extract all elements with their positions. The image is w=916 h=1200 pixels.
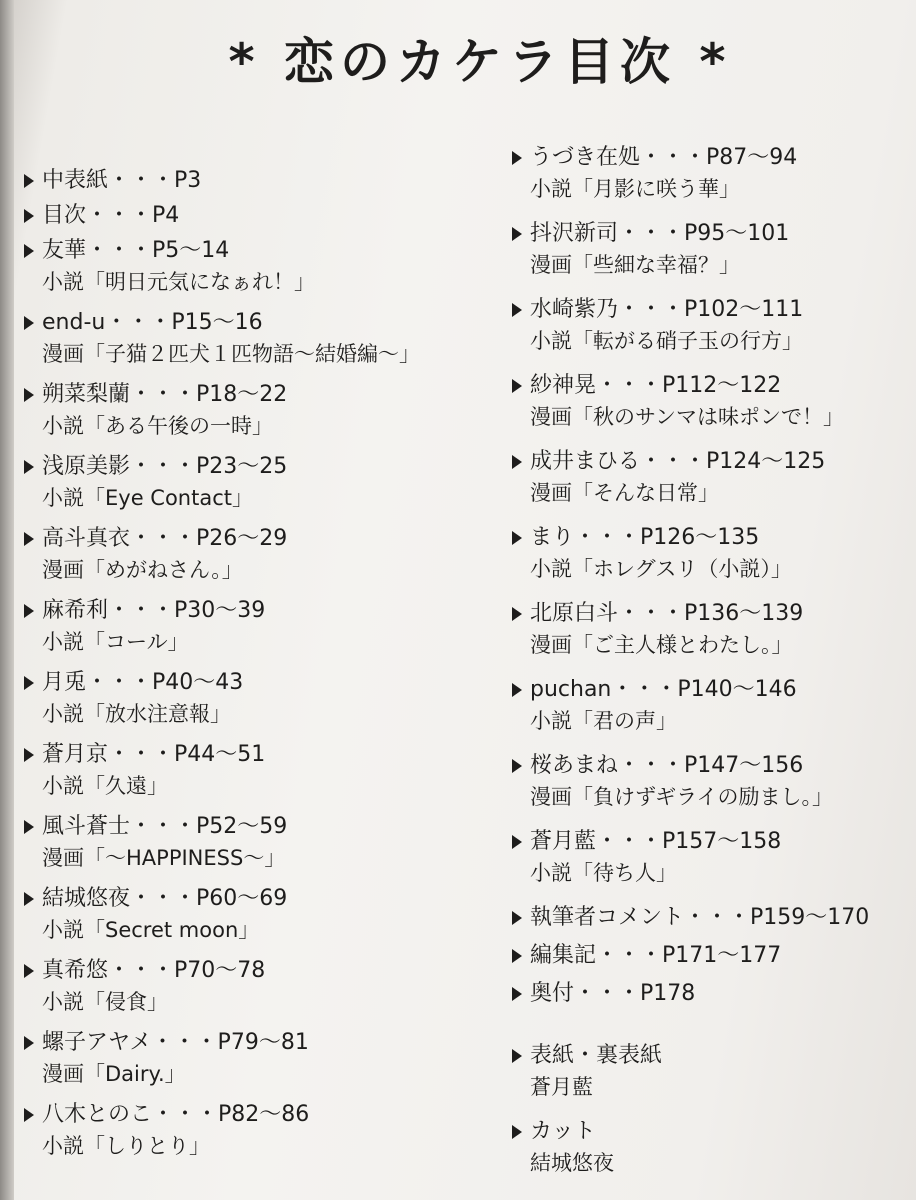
arrow-bullet-icon bbox=[24, 1036, 34, 1050]
toc-entry bbox=[510, 674, 910, 750]
toc-entry-editor-notes bbox=[510, 940, 910, 978]
arrow-bullet-icon bbox=[512, 303, 522, 317]
credit-artist: 結城悠夜 bbox=[530, 1151, 614, 1175]
toc-entry-name: 蒼月京・・・P44～51 bbox=[42, 742, 266, 767]
toc-left-column bbox=[22, 165, 462, 1171]
toc-entry-name: 蒼月藍・・・P157～158 bbox=[530, 829, 782, 854]
toc-entry bbox=[22, 595, 462, 667]
arrow-bullet-icon bbox=[512, 1125, 522, 1139]
toc-entry-contents bbox=[22, 200, 462, 235]
arrow-bullet-icon bbox=[24, 244, 34, 258]
toc-entry-cover-inner bbox=[22, 165, 462, 200]
toc-entry-work: 小説「ホレグスリ（小説）」 bbox=[530, 557, 792, 581]
arrow-bullet-icon bbox=[24, 316, 34, 330]
toc-entry bbox=[510, 598, 910, 674]
toc-entry-work: 小説「放水注意報」 bbox=[42, 702, 231, 726]
toc-entry-work: 漫画「～HAPPINESS～」 bbox=[42, 846, 286, 870]
page-title: * 恋のカケラ目次 * bbox=[228, 33, 732, 91]
toc-entry bbox=[22, 1099, 462, 1171]
toc-entry-name: 風斗蒼士・・・P52～59 bbox=[42, 814, 288, 839]
toc-entry bbox=[510, 522, 910, 598]
toc-entry-work: 小説「Eye Contact」 bbox=[42, 486, 253, 510]
toc-entry bbox=[22, 379, 462, 451]
toc-entry-name: 抖沢新司・・・P95～101 bbox=[530, 221, 790, 246]
toc-entry bbox=[22, 883, 462, 955]
toc-entry-work: 小説「待ち人」 bbox=[530, 861, 677, 885]
toc-entry-work: 小説「月影に咲う華」 bbox=[530, 177, 740, 201]
toc-entry-work: 小説「侵食」 bbox=[42, 990, 168, 1014]
credit-cover bbox=[510, 1040, 910, 1116]
toc-entry bbox=[22, 955, 462, 1027]
toc-entry-work: 小説「しりとり」 bbox=[42, 1134, 210, 1158]
arrow-bullet-icon bbox=[512, 835, 522, 849]
toc-entry-work: 漫画「Dairy.」 bbox=[42, 1062, 186, 1086]
toc-entry bbox=[510, 750, 910, 826]
arrow-bullet-icon bbox=[512, 683, 522, 697]
toc-entry bbox=[510, 446, 910, 522]
arrow-bullet-icon bbox=[512, 759, 522, 773]
toc-entry-work: 漫画「些細な幸福？」 bbox=[530, 253, 740, 277]
toc-entry-name: 紗神晃・・・P112～122 bbox=[530, 373, 782, 398]
toc-entry bbox=[22, 667, 462, 739]
toc-entry-work: 小説「コール」 bbox=[42, 630, 189, 654]
arrow-bullet-icon bbox=[24, 820, 34, 834]
arrow-bullet-icon bbox=[512, 531, 522, 545]
credit-cuts bbox=[510, 1116, 910, 1192]
toc-entry-work: 漫画「ご主人様とわたし。」 bbox=[530, 633, 793, 657]
spacer bbox=[510, 1016, 910, 1040]
arrow-bullet-icon bbox=[512, 151, 522, 165]
toc-entry-work: 漫画「負けずギライの励まし。」 bbox=[530, 785, 834, 809]
toc-entry bbox=[22, 451, 462, 523]
toc-entry-name: まり・・・P126～135 bbox=[530, 525, 760, 550]
page-spine-shadow bbox=[0, 0, 14, 1200]
credit-role: 表紙・裏表紙 bbox=[530, 1043, 663, 1068]
toc-entry bbox=[22, 811, 462, 883]
toc-entry bbox=[510, 826, 910, 902]
toc-entry-name: 執筆者コメント・・・P159～170 bbox=[530, 905, 870, 930]
arrow-bullet-icon bbox=[24, 676, 34, 690]
toc-entry-name: 高斗真衣・・・P26～29 bbox=[42, 526, 288, 551]
arrow-bullet-icon bbox=[24, 209, 34, 223]
arrow-bullet-icon bbox=[512, 1049, 522, 1063]
arrow-bullet-icon bbox=[24, 604, 34, 618]
arrow-bullet-icon bbox=[24, 1108, 34, 1122]
toc-entry-work: 小説「Secret moon」 bbox=[42, 918, 260, 942]
toc-entry-work: 漫画「そんな日常」 bbox=[530, 481, 719, 505]
toc-entry bbox=[22, 307, 462, 379]
toc-entry-work: 漫画「めがねさん。」 bbox=[42, 558, 243, 582]
toc-entry bbox=[510, 142, 910, 218]
arrow-bullet-icon bbox=[24, 748, 34, 762]
toc-entry-colophon bbox=[510, 978, 910, 1016]
toc-entry-work: 漫画「子猫２匹犬１匹物語～結婚編～」 bbox=[42, 342, 420, 366]
toc-entry-name: 成井まひる・・・P124～125 bbox=[530, 449, 826, 474]
arrow-bullet-icon bbox=[512, 987, 522, 1001]
toc-entry-name: puchan・・・P140～146 bbox=[530, 677, 797, 702]
toc-entry-name: 北原白斗・・・P136～139 bbox=[530, 601, 804, 626]
toc-entry bbox=[22, 739, 462, 811]
toc-entry bbox=[22, 1027, 462, 1099]
toc-entry bbox=[510, 218, 910, 294]
toc-entry-name: 麻希利・・・P30～39 bbox=[42, 598, 266, 623]
toc-entry-work: 小説「明日元気になぁれ！」 bbox=[42, 270, 315, 294]
toc-entry-work: 漫画「秋のサンマは味ポンで！」 bbox=[530, 405, 844, 429]
arrow-bullet-icon bbox=[24, 460, 34, 474]
toc-entry-name: 浅原美影・・・P23～25 bbox=[42, 454, 288, 479]
toc-entry-name: うづき在処・・・P87～94 bbox=[530, 145, 798, 170]
arrow-bullet-icon bbox=[24, 892, 34, 906]
toc-entry-name: 月兎・・・P40～43 bbox=[42, 670, 244, 695]
arrow-bullet-icon bbox=[24, 964, 34, 978]
toc-entry bbox=[22, 235, 462, 307]
arrow-bullet-icon bbox=[512, 949, 522, 963]
toc-entry-name: 桜あまね・・・P147～156 bbox=[530, 753, 804, 778]
credit-artist: 蒼月藍 bbox=[530, 1075, 593, 1099]
toc-entry-name: 友華・・・P5～14 bbox=[42, 238, 230, 263]
toc-entry-work: 小説「久遠」 bbox=[42, 774, 168, 798]
arrow-bullet-icon bbox=[512, 607, 522, 621]
arrow-bullet-icon bbox=[24, 174, 34, 188]
arrow-bullet-icon bbox=[512, 455, 522, 469]
arrow-bullet-icon bbox=[24, 388, 34, 402]
toc-entry-name: 結城悠夜・・・P60～69 bbox=[42, 886, 288, 911]
toc-entry-name: 螺子アヤメ・・・P79～81 bbox=[42, 1030, 309, 1055]
toc-entry-name: 真希悠・・・P70～78 bbox=[42, 958, 266, 983]
arrow-bullet-icon bbox=[24, 532, 34, 546]
toc-entry bbox=[22, 523, 462, 595]
toc-entry bbox=[510, 294, 910, 370]
arrow-bullet-icon bbox=[512, 911, 522, 925]
toc-entry-author-comments bbox=[510, 902, 910, 940]
toc-entry-name: 八木とのこ・・・P82～86 bbox=[42, 1102, 310, 1127]
toc-entry-name: 朔菜梨蘭・・・P18～22 bbox=[42, 382, 288, 407]
toc-entry-work: 小説「ある午後の一時」 bbox=[42, 414, 273, 438]
toc-entry-work: 小説「転がる硝子玉の行方」 bbox=[530, 329, 803, 353]
toc-entry-name: 中表紙・・・P3 bbox=[42, 168, 202, 193]
toc-entry-work: 小説「君の声」 bbox=[530, 709, 677, 733]
toc-right-column bbox=[510, 142, 910, 1192]
toc-entry-name: end-u・・・P15～16 bbox=[42, 310, 263, 335]
toc-entry-name: 水崎紫乃・・・P102～111 bbox=[530, 297, 804, 322]
toc-entry-name: 奥付・・・P178 bbox=[530, 981, 696, 1006]
arrow-bullet-icon bbox=[512, 379, 522, 393]
credit-role: カット bbox=[530, 1119, 596, 1144]
toc-entry-name: 目次・・・P4 bbox=[42, 203, 180, 228]
arrow-bullet-icon bbox=[512, 227, 522, 241]
toc-entry-name: 編集記・・・P171～177 bbox=[530, 943, 782, 968]
toc-entry bbox=[510, 370, 910, 446]
